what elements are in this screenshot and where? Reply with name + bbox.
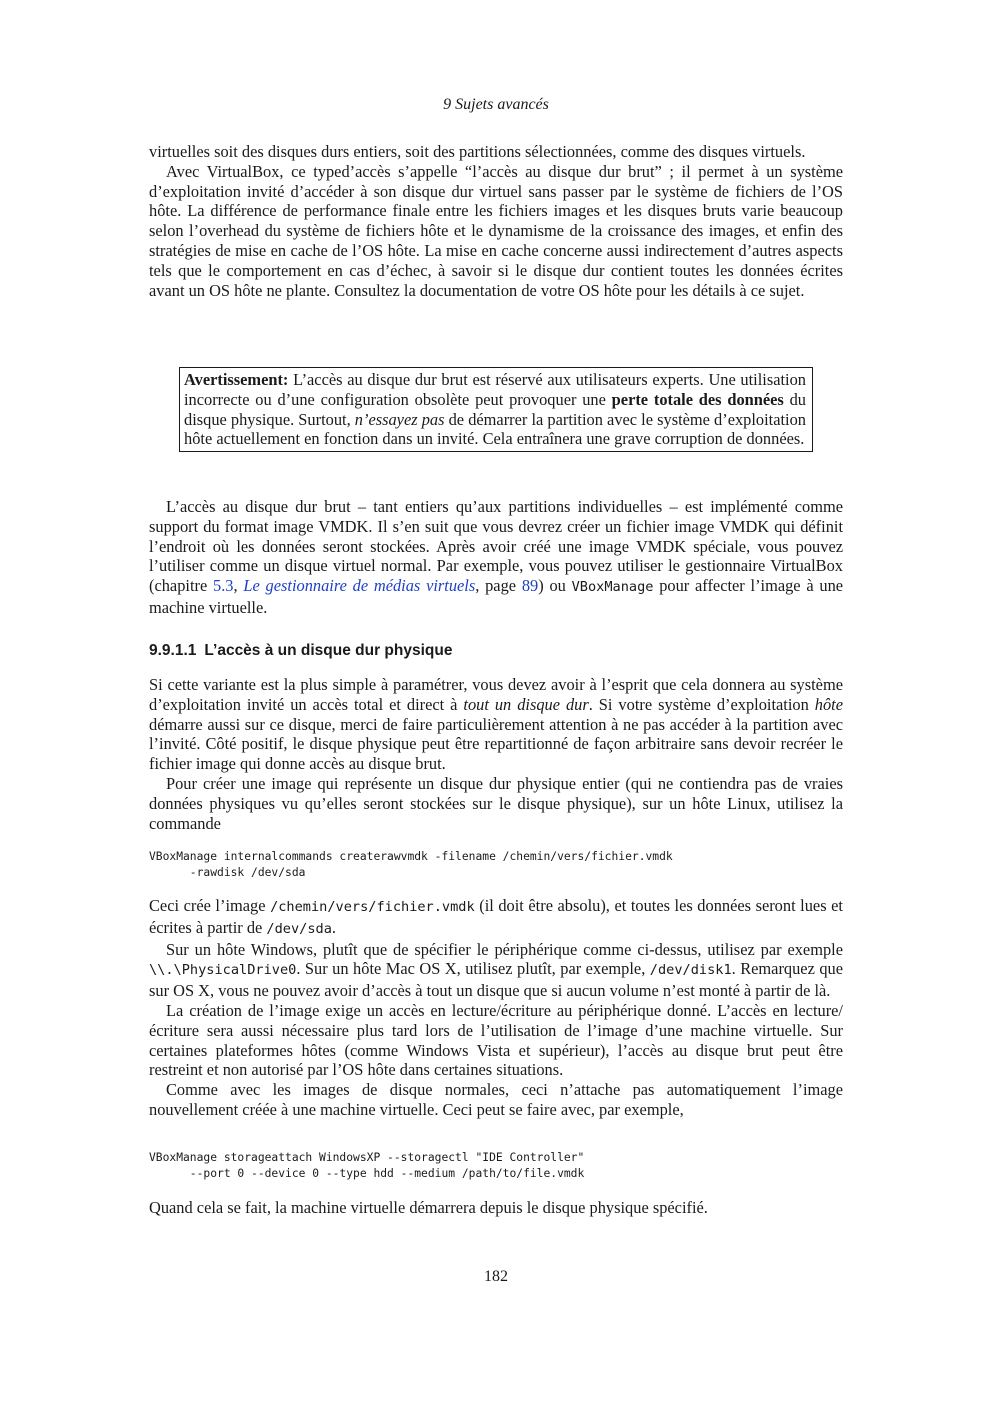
warning-label: Avertissement: xyxy=(184,370,289,389)
warning-box xyxy=(179,367,813,452)
page-number: 182 xyxy=(484,1268,508,1285)
section-paragraph-1: Si cette variante est la plus simple à paramétrer, vous devez avoir à l’esprit que cela donnera au système d’exploitation invité un accès total et direct à tout un disque dur. Si votre système d’exploitation hôte démarre aussi sur ce disque, merci de faire particulièrement attention à ne pas accéder à la partition avec l’invité. Côté positif, le disque physique peut être repartitionné de façon arbitraire sans devoir recréer le fichier image qui donne accès au disque brut. xyxy=(149,675,843,774)
section-body-1 xyxy=(149,675,843,833)
warning-emphasis: perte totale des données xyxy=(611,389,784,409)
code-createrawvmdk: VBoxManage internalcommands createrawvmdk -filename /chemin/vers/fichier.vmdk -rawdisk /dev/sda xyxy=(149,850,673,879)
warning-text: Avertissement: L’accès au disque dur brut est réservé aux utilisateurs experts. Une utilisation incorrecte ou d’une configuration obsolète peut provoquer une perte totale des données du disque physique. Surtout, n’essayez pas de démarrer la partition avec le système d’exploitation hôte actuellement en fonction dans un invité. Cela entraînera une grave corruption de données. xyxy=(184,370,806,449)
section-body-3 xyxy=(149,1198,843,1218)
vmdk-paragraph: L’accès au disque dur brut – tant entiers qu’aux partitions individuelles – est implémenté comme support du format image VMDK. Il s’en suit que vous devrez créer un fichier image VMDK qui définit l’endroit où les données seront stockées. Après avoir créé une image VMDK spéciale, vous pouvez l’utiliser comme un disque virtuel normal. Par exemple, vous pouvez utiliser le gestionnaire VirtualBox (chapitre 5.3, Le gestionnaire de médias virtuels, page 89) ou VBoxManage pour affecter l’image à une machine virtuelle. xyxy=(149,497,844,617)
section-paragraph-5: La création de l’image exige un accès en lecture/écriture au périphérique donné. L’accès en lecture/écriture sera aussi nécessaire plus tard lors de l’utilisation de l’image d’une machine virtuelle. Sur certaines plateformes hôtes (comme Windows Vista et supérieur), l’accès au disque brut peut être restreint et non autorisé par l’OS hôte dans certaines situations. xyxy=(149,1000,843,1080)
chapter-link[interactable]: 5.3 xyxy=(213,576,234,596)
chapter-title-link[interactable]: Le gestionnaire de médias virtuels xyxy=(243,576,476,596)
section-paragraph-7: Quand cela se fait, la machine virtuelle démarrera depuis le disque physique spécifié. xyxy=(149,1198,708,1217)
running-head: 9 Sujets avancés xyxy=(443,96,549,113)
code-storageattach: VBoxManage storageattach WindowsXP --storagectl "IDE Controller" --port 0 --device 0 --type hdd --medium /path/to/file.vmdk xyxy=(149,1151,585,1180)
section-body-2 xyxy=(149,896,843,1120)
code-block-1 xyxy=(149,849,843,881)
warning-italic: n’essayez pas xyxy=(354,409,445,429)
section-title: L’accès à un disque dur physique xyxy=(204,642,453,659)
section-heading xyxy=(149,642,452,660)
section-paragraph-3: Ceci crée l’image /chemin/vers/fichier.vmdk (il doit être absolu), et toutes les données seront lues et écrites à partir de /dev/sda. xyxy=(149,896,843,937)
section-paragraph-4: Sur un hôte Windows, plutît que de spécifier le périphérique comme ci-dessus, utilisez par exemple \\.\PhysicalDrive0. Sur un hôte Mac OS X, utilisez plutît, par exemple, /dev/disk1. Remarquez que sur OS X, vous ne pouvez avoir d’accès à tout un disque que si aucun volume n’est monté à partir de là. xyxy=(149,939,843,1001)
code-block-2 xyxy=(149,1150,843,1182)
page-link[interactable]: 89 xyxy=(521,576,539,596)
intro-paragraph-1: virtuelles soit des disques durs entiers, soit des partitions sélectionnées, comme des disques virtuels. xyxy=(149,142,806,161)
vmdk-paragraph-block xyxy=(149,497,843,618)
section-paragraph-6: Comme avec les images de disque normales, ceci n’attache pas automatiquement l’image nouvellement créée à une machine virtuelle. Ceci peut se faire avec, par exemple, xyxy=(149,1080,843,1119)
intro-paragraph-2: Avec VirtualBox, ce typed’accès s’appelle “l’accès au disque dur brut” ; il permet à un système d’exploitation invité d’accéder à son disque dur virtuel sans passer par le système de fichiers de l’OS hôte. La différence de performance finale entre les fichiers images et les disques bruts varie beaucoup selon l’overhead du système de fichiers hôte et le dynamisme de la croissance des images, et enfin des stratégies de mise en cache de l’OS hôte. La mise en cache concerne aussi indirectement d’autres aspects tels que le comportement en cas d’échec, à savoir si le disque dur contient toutes les données écrites avant un OS hôte ne plante. Consultez la documentation de votre OS hôte pour les détails à ce sujet. xyxy=(149,161,843,300)
section-paragraph-2: Pour créer une image qui représente un disque dur physique entier (qui ne contiendra pas de vraies données physiques vu qu’elles seront stockées sur le disque physique), sur un hôte Linux, utilisez la commande xyxy=(149,773,843,833)
inline-code: VBoxManage xyxy=(571,579,654,596)
intro-text xyxy=(149,142,843,300)
section-number: 9.9.1.1 xyxy=(149,642,197,659)
